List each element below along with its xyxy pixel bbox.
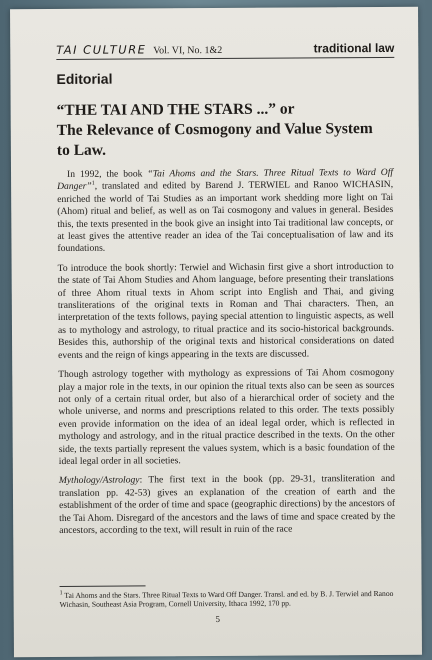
paragraph-4: [59, 473, 395, 537]
footnote-number: 1: [59, 590, 63, 597]
article-body: [57, 167, 395, 544]
page-number: 5: [215, 613, 221, 625]
running-header: [56, 41, 394, 57]
paragraph-2: To introduce the book shortly: Terwiel and Wichasin first give a short introduction to the state of Tai Ahom Studies and Ahom language, before presenting their translations of three Ahom ritual texts in Ahom script into English and Thai, and giving transliterations of the original texts in Roman and Thai characters. Then, an interpretation of the texts follows, paying special attention to linguistic aspects, as well as to mythology and astrology, to ritual practice and its socio-historical backgrounds. Besides this, authorship of the original texts and historical considerations on dated events and the reign of kings appearing in the texts are discussed.: [57, 260, 395, 361]
header-rule: [56, 57, 394, 60]
footnote-text: Tai Ahoms and the Stars. Three Ritual Texts to Ward Off Danger. Transl. and ed. by B. J. Terwiel and Ranoo Wichasin, Southeast Asia Program, Cornell University, Ithaca 1992, 170 pp.: [59, 588, 394, 610]
footnote-rule: [60, 585, 146, 587]
title-line: to Law.: [56, 141, 107, 159]
footnote: [60, 589, 396, 610]
paragraph-text: In 1992, the book: [67, 168, 148, 180]
paragraph-3: Though astrology together with mythology as expressions of Tai Ahom cosmogony play a major role in the texts, in our opinion the ritual texts also can be seen as sources not only of a certain ritual order, but also of a hierarchical order of society and the whole universe, and norms and prescriptions related to this order. The texts possibly even provide information on the idea of an ideal legal order, which is reflected in mythology and astrology, and in the ritual practice described in the texts. On the other side, the texts partially represent the values system, which is a basic foundation of the ideal legal order in all societies.: [58, 367, 395, 467]
book-page: [10, 7, 422, 657]
footnote-marker: 1: [91, 180, 95, 187]
article-title: [57, 99, 387, 161]
title-line: The Relevance of Cosmogony and Value System: [56, 120, 373, 139]
journal-info: [56, 42, 222, 57]
paragraph-text: , translated and edited by Barend J. TERWIEL and Ranoo WICHASIN, enriched the world of Tai Studies as an important work shedding more light on Tai (Ahom) ritual and belief, as well as on Tai cosmogony and values in general. Besides this, the texts presented in the book give an insight into Tai traditional law concepts, or at least gives the attentive reader an idea of the Tai conceptualisation of law and its foundations.: [57, 179, 394, 255]
volume-info: Vol. VI, No. 1&2: [153, 44, 223, 57]
kicker-editorial: Editorial: [56, 70, 113, 87]
paragraph-1: [57, 167, 394, 256]
title-line: “THE TAI AND THE STARS ...” or: [56, 100, 295, 119]
section-tag: traditional law: [313, 40, 395, 56]
paragraph-text: : The first text in the book (pp. 29-31, transliteration and translation pp. 42-53) gives an explanation of the creation of earth and the establishment of the order of time and space (geographic directions) by the ancestors of the Tai Ahom. Disregard of the ancestors and the laws of time and space created by the ancestors, according to the text, will result in ruin of the race: [58, 473, 396, 536]
book-title: “Tai Ahoms and the Stars. Three Ritual Texts to Ward Off Danger”: [57, 166, 394, 193]
paragraph-lead: Mythology/Astrology: [58, 474, 140, 487]
journal-name: TAI CULTURE: [56, 42, 147, 57]
